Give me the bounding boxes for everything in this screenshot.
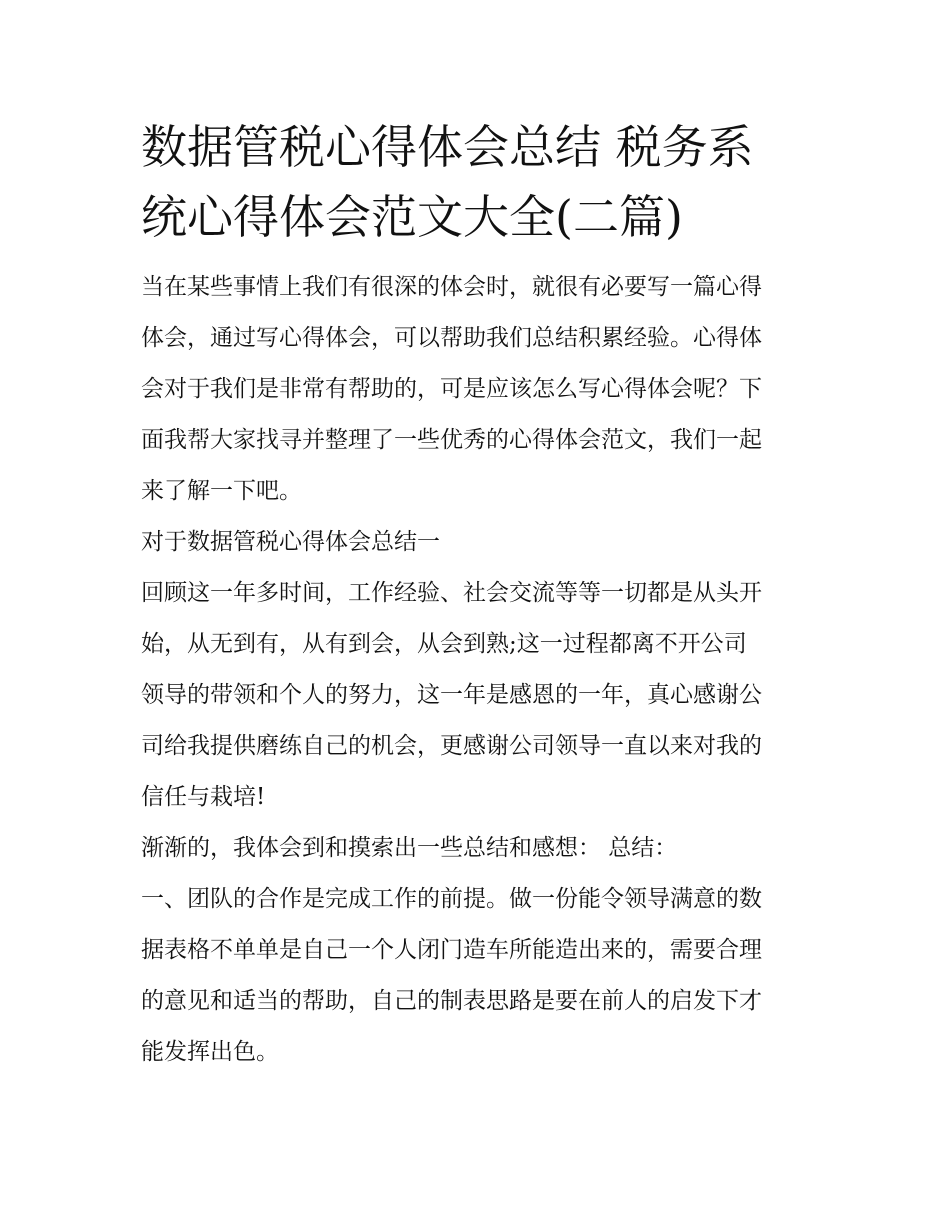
title-line: 统心得体会范文大全(二篇) — [141, 190, 683, 244]
point-one-paragraph — [141, 874, 821, 1078]
summary-intro-paragraph — [141, 823, 821, 874]
text-line: 来了解一下吧。 — [141, 478, 302, 504]
document-title — [141, 112, 821, 252]
text-line: 的意见和适当的帮助，自己的制表思路是要在前人的启发下才 — [141, 988, 762, 1014]
text-line: 一、团队的合作是完成工作的前提。做一份能令领导满意的数 — [141, 886, 762, 912]
text-line: 会对于我们是非常有帮助的，可是应该怎么写心得体会呢？下 — [141, 376, 762, 402]
text-line: 领导的带领和个人的努力，这一年是感恩的一年，真心感谢公 — [141, 682, 762, 708]
document-body — [141, 262, 821, 1078]
text-line: 当在某些事情上我们有很深的体会时，就很有必要写一篇心得 — [141, 274, 762, 300]
text-line: 体会，通过写心得体会，可以帮助我们总结积累经验。心得体 — [141, 325, 762, 351]
title-line: 数据管税心得体会总结 税务系 — [141, 120, 754, 174]
text-line: 渐渐的，我体会到和摸索出一些总结和感想： 总结： — [141, 835, 678, 861]
document-page — [141, 112, 821, 1078]
intro-paragraph — [141, 262, 821, 517]
text-line: 对于数据管税心得体会总结一 — [141, 529, 440, 555]
text-line: 面我帮大家找寻并整理了一些优秀的心得体会范文，我们一起 — [141, 427, 762, 453]
section-heading — [141, 517, 821, 568]
text-line: 回顾这一年多时间，工作经验、社会交流等等一切都是从头开 — [141, 580, 762, 606]
text-line: 能发挥出色。 — [141, 1039, 279, 1065]
text-line: 始，从无到有，从有到会，从会到熟;这一过程都离不开公司 — [141, 631, 747, 657]
text-line: 据表格不单单是自己一个人闭门造车所能造出来的，需要合理 — [141, 937, 762, 963]
text-line: 司给我提供磨练自己的机会，更感谢公司领导一直以来对我的 — [141, 733, 762, 759]
text-line: 信任与栽培! — [141, 784, 266, 810]
review-paragraph — [141, 568, 821, 823]
